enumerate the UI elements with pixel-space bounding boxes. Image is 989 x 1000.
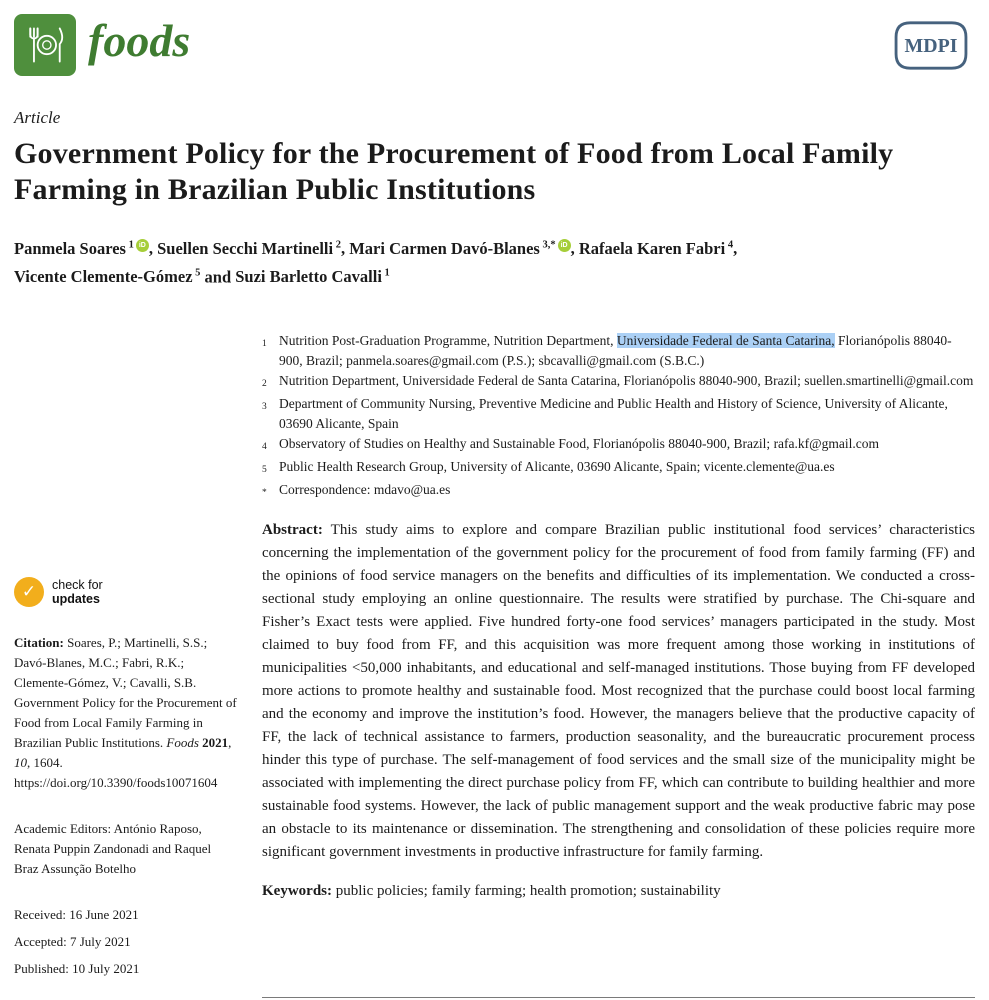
- published-date: Published: 10 July 2021: [14, 961, 140, 976]
- history-dates: [14, 905, 238, 979]
- orcid-icon[interactable]: iD: [136, 239, 149, 252]
- abstract-text: This study aims to explore and compare Brazilian public institutional food services’ characteristics concerning the implementation of the government policy for the procurement of food from family farming (FF) and the opinions of food service managers on the benefits and difficulties of its implementation. We conducted a cross-sectional study employing an online questionnaire. The results were stratified by purchase. The Chi-square and Fisher’s Exact tests were applied. Five hundred forty-one food services’ managers participated in the study. Most claimed to buy food from FF, and this acquisition was more frequent among those working in institutions of municipalities <50,000 inhabitants, and educational and self-managed institutions. Those buying from FF developed more actions to promote healthy and sustainable food. Most recognized that the purchase could boost local farming and the economy and improve the institution’s food. However, the managers believe that the productive capacity of FF, the lack of technical assistance to farmers, production seasonality, and the bureaucratic procurement process hinder this type of purchase. The self-management of food services and the small size of the municipality might be associated with implementing the direct purchase policy from FF, which can contribute to building healthier and more sustainable food systems. However, the lack of public management support and the weak productive fabric may pose an obstacle to its maintenance or dissemination. The strengthening and consolidation of these policies require more significant government investments in productive infrastructure for family farming.: [262, 522, 976, 860]
- affiliation-marker: 5: [262, 465, 267, 475]
- doi-link[interactable]: https://doi.org/10.3390/foods10071604: [14, 775, 218, 790]
- author-name: Suellen Secchi Martinelli $^2$: [157, 238, 341, 258]
- article-type-label: Article: [14, 108, 61, 127]
- authors-line: Panmela Soares $^1$ iD , Suellen Secchi Martinelli $^2$, Mari Carmen Davó-Blanes $^{3,*}$ iD , Rafaela Karen Fabri $^4$, Vicente Clemente-Gómez $^5$ and Suzi Barletto Cavalli $^1$: [14, 238, 738, 286]
- journal-logo[interactable]: [14, 14, 190, 76]
- selection-highlight: Universidade Federal de Santa Catarina,: [616, 333, 835, 348]
- page-header: [14, 14, 975, 76]
- check-for-updates-badge[interactable]: [14, 577, 144, 607]
- mdpi-frame-icon: [893, 20, 969, 71]
- keywords: [262, 880, 975, 903]
- keywords-text: public policies; family farming; health promotion; sustainability: [335, 883, 721, 899]
- page-title: Government Policy for the Procurement of Food from Local Family Farming in Brazilian Public Institutions: [14, 137, 894, 206]
- affiliation-text: Public Health Research Group, University of Alicante, 03690 Alicante, Spain; vicente.clemente@ua.es: [279, 459, 835, 474]
- orcid-icon[interactable]: iD: [558, 239, 571, 252]
- check-for-updates-label: check for updates: [52, 578, 103, 606]
- affiliation-text: Observatory of Studies on Healthy and Sustainable Food, Florianópolis 88040-900, Brazil; rafa.kf@gmail.com: [279, 436, 879, 451]
- affiliation-marker: *: [262, 488, 267, 498]
- check-icon: ✓: [14, 577, 44, 607]
- author-name: Suzi Barletto Cavalli $^1$: [235, 267, 390, 286]
- affiliation-text: Department of Community Nursing, Preventive Medicine and Public Health and History of Science, University of Alicante, 03690 Alicante, Spain: [279, 396, 948, 431]
- citation-block: Citation: Soares, P.; Martinelli, S.S.; Davó-Blanes, M.C.; Fabri, R.K.; Clemente-Gómez, V.; Cavalli, S.B. Government Policy for the Procurement of Food from Local Family Farming in Brazilian Public Institutions. Foods 2021, 10, 1604. https://doi.org/10.3390/foods10071604: [14, 635, 237, 790]
- affiliation-marker: 4: [262, 442, 267, 452]
- main-column: [262, 331, 975, 986]
- academic-editors: Academic Editors: António Raposo, Renata Puppin Zandonadi and Raquel Braz Assunção Botelho: [14, 821, 212, 876]
- affiliation-row: [262, 457, 975, 480]
- keywords-label: Keywords:: [262, 883, 332, 899]
- affiliation-row: [262, 371, 975, 394]
- author-name: Panmela Soares $^1$: [14, 238, 134, 258]
- affiliation-text: Nutrition Department, Universidade Federal de Santa Catarina, Florianópolis 88040-900, Brazil; suellen.smartinelli@gmail.com: [279, 373, 974, 388]
- affiliation-text: Nutrition Post-Graduation Programme, Nutrition Department, Universidade Federal de Santa Catarina, Florianópolis 88040-900, Brazil; panmela.soares@gmail.com (P.S.); sbcavalli@gmail.com (S.B.C.): [279, 333, 952, 368]
- received-date: Received: 16 June 2021: [14, 907, 139, 922]
- author-name: Rafaela Karen Fabri $^4$: [578, 238, 734, 258]
- sidebar: [14, 331, 262, 986]
- affiliation-marker: 3: [262, 402, 267, 412]
- journal-name: foods: [88, 15, 191, 66]
- bottom-divider: [262, 997, 975, 998]
- accepted-date: Accepted: 7 July 2021: [14, 934, 131, 949]
- abstract: [262, 519, 975, 864]
- mdpi-logo[interactable]: [893, 20, 969, 76]
- affiliation-row: [262, 434, 975, 457]
- mdpi-label: MDPI: [904, 35, 958, 58]
- affiliation-row: [262, 331, 975, 371]
- author-name: Mari Carmen Davó-Blanes $^{3,*}$: [349, 238, 556, 258]
- affiliations: [262, 331, 975, 503]
- abstract-label: Abstract:: [262, 522, 323, 538]
- affiliation-marker: 2: [262, 379, 267, 389]
- body: [14, 331, 975, 986]
- affiliation-row: [262, 480, 975, 503]
- journal-logo-box: [14, 14, 76, 76]
- author-name: Vicente Clemente-Gómez $^5$: [14, 267, 201, 286]
- affiliation-marker: 1: [262, 339, 267, 349]
- affiliation-row: [262, 394, 975, 434]
- affiliation-text: Correspondence: mdavo@ua.es: [279, 482, 451, 497]
- cutlery-icon: [22, 22, 68, 68]
